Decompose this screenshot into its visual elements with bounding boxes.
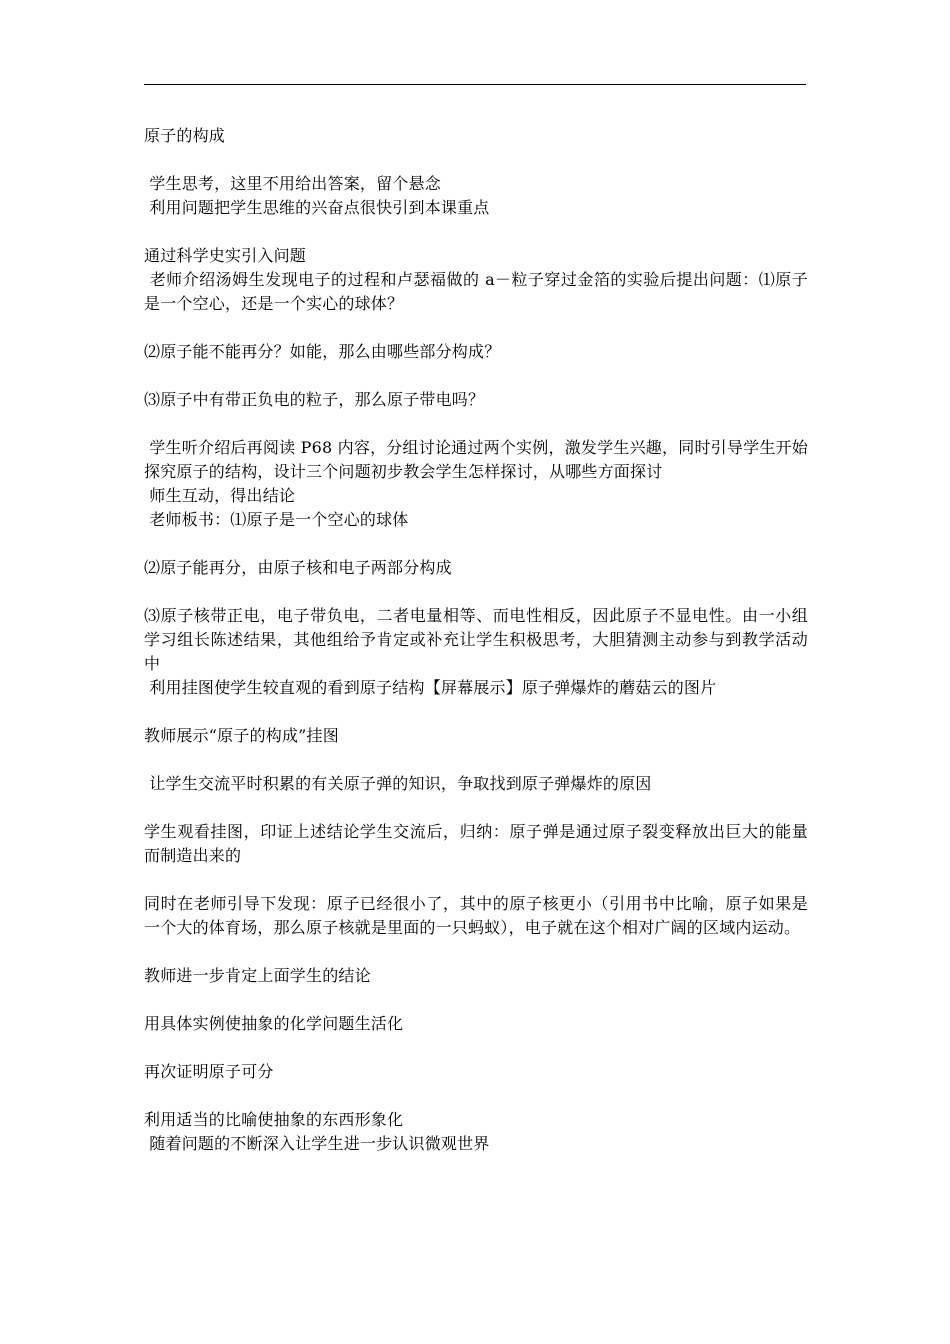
blank-line	[144, 868, 808, 892]
text-line: 教师进一步肯定上面学生的结论	[144, 966, 371, 985]
text-line: 利用挂图使学生较直观的看到原子结构【屏幕展示】原子弹爆炸的蘑菇云的图片	[144, 678, 717, 697]
document-body	[144, 124, 808, 1156]
text-line: 利用问题把学生思维的兴奋点很快引到本课重点	[144, 198, 490, 217]
text-line: 再次证明原子可分	[144, 1062, 274, 1081]
blank-line	[144, 316, 808, 340]
blank-line	[144, 748, 808, 772]
blank-line	[144, 364, 808, 388]
text-line: ⑶原子核带正电，电子带负电，二者电量相等、而电性相反，因此原子不显电性。由一小组学习组长陈述结果，其他组给予肯定或补充让学生积极思考，大胆猜测主动参与到教学活动中	[144, 606, 808, 673]
header-rule	[144, 84, 806, 85]
text-line: ⑵原子能不能再分？如能，那么由哪些部分构成？	[144, 342, 501, 361]
text-line: ⑵原子能再分，由原子核和电子两部分构成	[144, 558, 452, 577]
text-line: 学生思考，这里不用给出答案，留个悬念	[144, 174, 441, 193]
text-line: 教师展示“原子的构成”挂图	[144, 726, 339, 745]
blank-line	[144, 700, 808, 724]
text-line: 用具体实例使抽象的化学问题生活化	[144, 1014, 404, 1033]
text-line: 学生观看挂图，印证上述结论学生交流后，归纳：原子弹是通过原子裂变释放出巨大的能量而制造出来的	[144, 822, 808, 865]
blank-line	[144, 796, 808, 820]
text-line: 老师介绍汤姆生发现电子的过程和卢瑟福做的 a－粒子穿过金箔的实验后提出问题：⑴原子是一个空心，还是一个实心的球体？	[144, 270, 808, 313]
text-line: 老师板书：⑴原子是一个空心的球体	[144, 510, 409, 529]
blank-line	[144, 988, 808, 1012]
text-line: 随着问题的不断深入让学生进一步认识微观世界	[144, 1134, 490, 1153]
blank-line	[144, 220, 808, 244]
text-line: 让学生交流平时积累的有关原子弹的知识，争取找到原子弹爆炸的原因	[144, 774, 652, 793]
blank-line	[144, 580, 808, 604]
text-line: 同时在老师引导下发现：原子已经很小了，其中的原子核更小（引用书中比喻，原子如果是一个大的体育场，那么原子核就是里面的一只蚂蚁），电子就在这个相对广阔的区域内运动。	[144, 894, 808, 937]
text-line: ⑶原子中有带正负电的粒子，那么原子带电吗？	[144, 390, 485, 409]
text-line: 利用适当的比喻使抽象的东西形象化	[144, 1110, 404, 1129]
text-line: 通过科学史实引入问题	[144, 246, 307, 265]
blank-line	[144, 1036, 808, 1060]
blank-line	[144, 1084, 808, 1108]
blank-line	[144, 532, 808, 556]
text-line: 学生听介绍后再阅读 P68 内容，分组讨论通过两个实例，激发学生兴趣，同时引导学生开始探究原子的结构，设计三个问题初步教会学生怎样探讨，从哪些方面探讨	[144, 438, 808, 481]
blank-line	[144, 412, 808, 436]
text-line: 师生互动，得出结论	[144, 486, 296, 505]
blank-line	[144, 148, 808, 172]
text-line: 原子的构成	[144, 126, 226, 145]
blank-line	[144, 940, 808, 964]
